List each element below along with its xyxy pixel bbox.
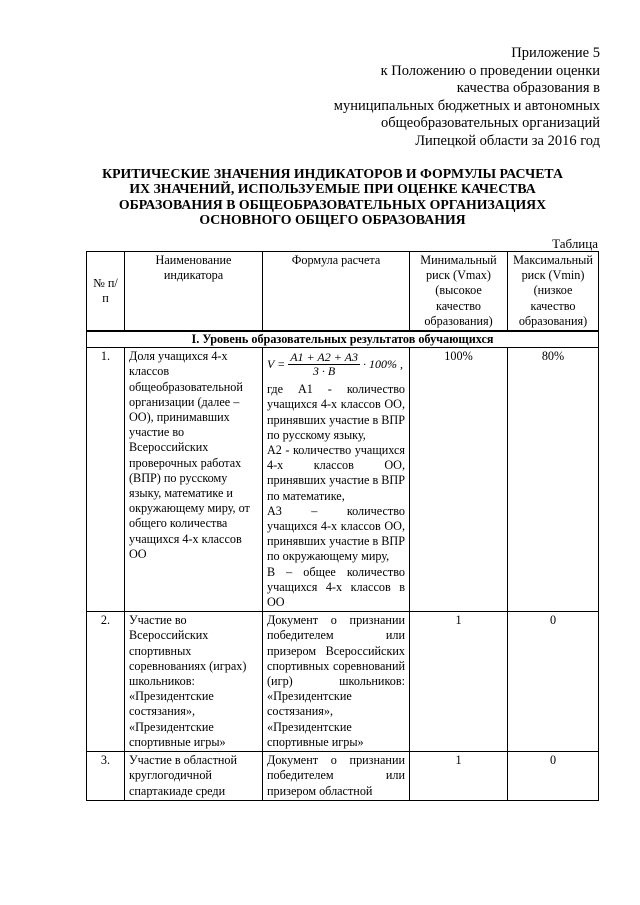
title-line: ОСНОВНОГО ОБЩЕГО ОБРАЗОВАНИЯ xyxy=(199,212,466,228)
row-name: Участие в областной круглогодичной спартакиаде среди xyxy=(125,752,263,801)
row-formula xyxy=(263,348,410,612)
variable-desc: B – общее количество учащихся 4-х классов в ОО xyxy=(267,564,405,610)
row-num: 2. xyxy=(87,612,125,752)
title-line: ИХ ЗНАЧЕНИЙ, ИСПОЛЬЗУЕМЫЕ ПРИ ОЦЕНКЕ КАЧЕСТВА xyxy=(129,181,536,197)
row-max-risk: 0 xyxy=(508,752,599,801)
formula-denominator: 3 · B xyxy=(312,364,336,379)
appendix-line: муниципальных бюджетных и автономных xyxy=(333,97,600,114)
table-label: Таблица xyxy=(552,236,598,251)
row-name: Доля учащихся 4-х классов общеобразовательной организации (далее – ОО), принимавших участие во Всероссийских проверочных работах (ВПР) по русскому языку, математике и окружающему миру, от общего количества учащихся 4-х классов ОО xyxy=(125,348,263,612)
row-min-risk: 1 xyxy=(410,612,508,752)
section-row xyxy=(87,331,599,348)
indicators-table xyxy=(86,251,599,801)
formula-fraction xyxy=(288,351,360,378)
header-max-risk: Максимальный риск (Vmin) (низкое качество образования) xyxy=(508,252,599,332)
variable-desc: A2 - количество учащихся 4-х классов ОО, принявших участие в ВПР по математике, xyxy=(267,443,405,503)
table-row xyxy=(87,612,599,752)
header-num: № п/п xyxy=(87,252,125,332)
appendix-line: качества образования в xyxy=(456,80,600,97)
formula-lhs: V = xyxy=(267,357,286,372)
row-formula: Документ о признании победителем или призером Всероссийских спортивных соревнований (игр) школьников: «Президентские состязания», «Президентские спортивные игры» xyxy=(263,612,410,752)
row-num: 3. xyxy=(87,752,125,801)
appendix-header xyxy=(270,45,600,151)
row-min-risk: 1 xyxy=(410,752,508,801)
formula-numerator: A1 + A2 + A3 xyxy=(290,350,358,365)
formula-variables xyxy=(267,382,405,610)
document-title xyxy=(100,166,565,228)
header-formula: Формула расчета xyxy=(263,252,410,332)
appendix-line: общеобразовательных организаций xyxy=(381,115,600,132)
title-line: ОБРАЗОВАНИЯ В ОБЩЕОБРАЗОВАТЕЛЬНЫХ ОРГАНИЗАЦИЯХ xyxy=(118,196,547,212)
appendix-line: Липецкой области за 2016 год xyxy=(415,132,600,149)
formula-expression xyxy=(267,351,405,378)
header-name: Наименование индикатора xyxy=(125,252,263,332)
variable-desc: где A1 - количество учащихся 4-х классов ОО, принявших участие в ВПР по русскому языку, xyxy=(267,382,405,442)
row-name: Участие во Всероссийских спортивных соревнованиях (играх) школьников: «Президентские состязания», «Президентские спортивные игры» xyxy=(125,612,263,752)
appendix-line: Приложение 5 xyxy=(511,45,600,61)
table-header-row xyxy=(87,252,599,332)
row-num: 1. xyxy=(87,348,125,612)
appendix-line: к Положению о проведении оценки xyxy=(380,62,600,79)
formula-tail: · 100% , xyxy=(362,357,403,372)
table-row xyxy=(87,348,599,612)
row-formula: Документ о признании победителем или призером областной xyxy=(263,752,410,801)
header-min-risk: Минимальный риск (Vmax) (высокое качество образования) xyxy=(410,252,508,332)
table-row xyxy=(87,752,599,801)
title-line: КРИТИЧЕСКИЕ ЗНАЧЕНИЯ ИНДИКАТОРОВ И ФОРМУЛЫ РАСЧЕТА xyxy=(102,166,563,181)
row-max-risk: 80% xyxy=(508,348,599,612)
row-min-risk: 100% xyxy=(410,348,508,612)
section-title: I. Уровень образовательных результатов обучающихся xyxy=(87,331,599,348)
variable-desc: A3 – количество учащихся 4-х классов ОО, принявших участие в ВПР по окружающему миру, xyxy=(267,503,405,564)
row-max-risk: 0 xyxy=(508,612,599,752)
